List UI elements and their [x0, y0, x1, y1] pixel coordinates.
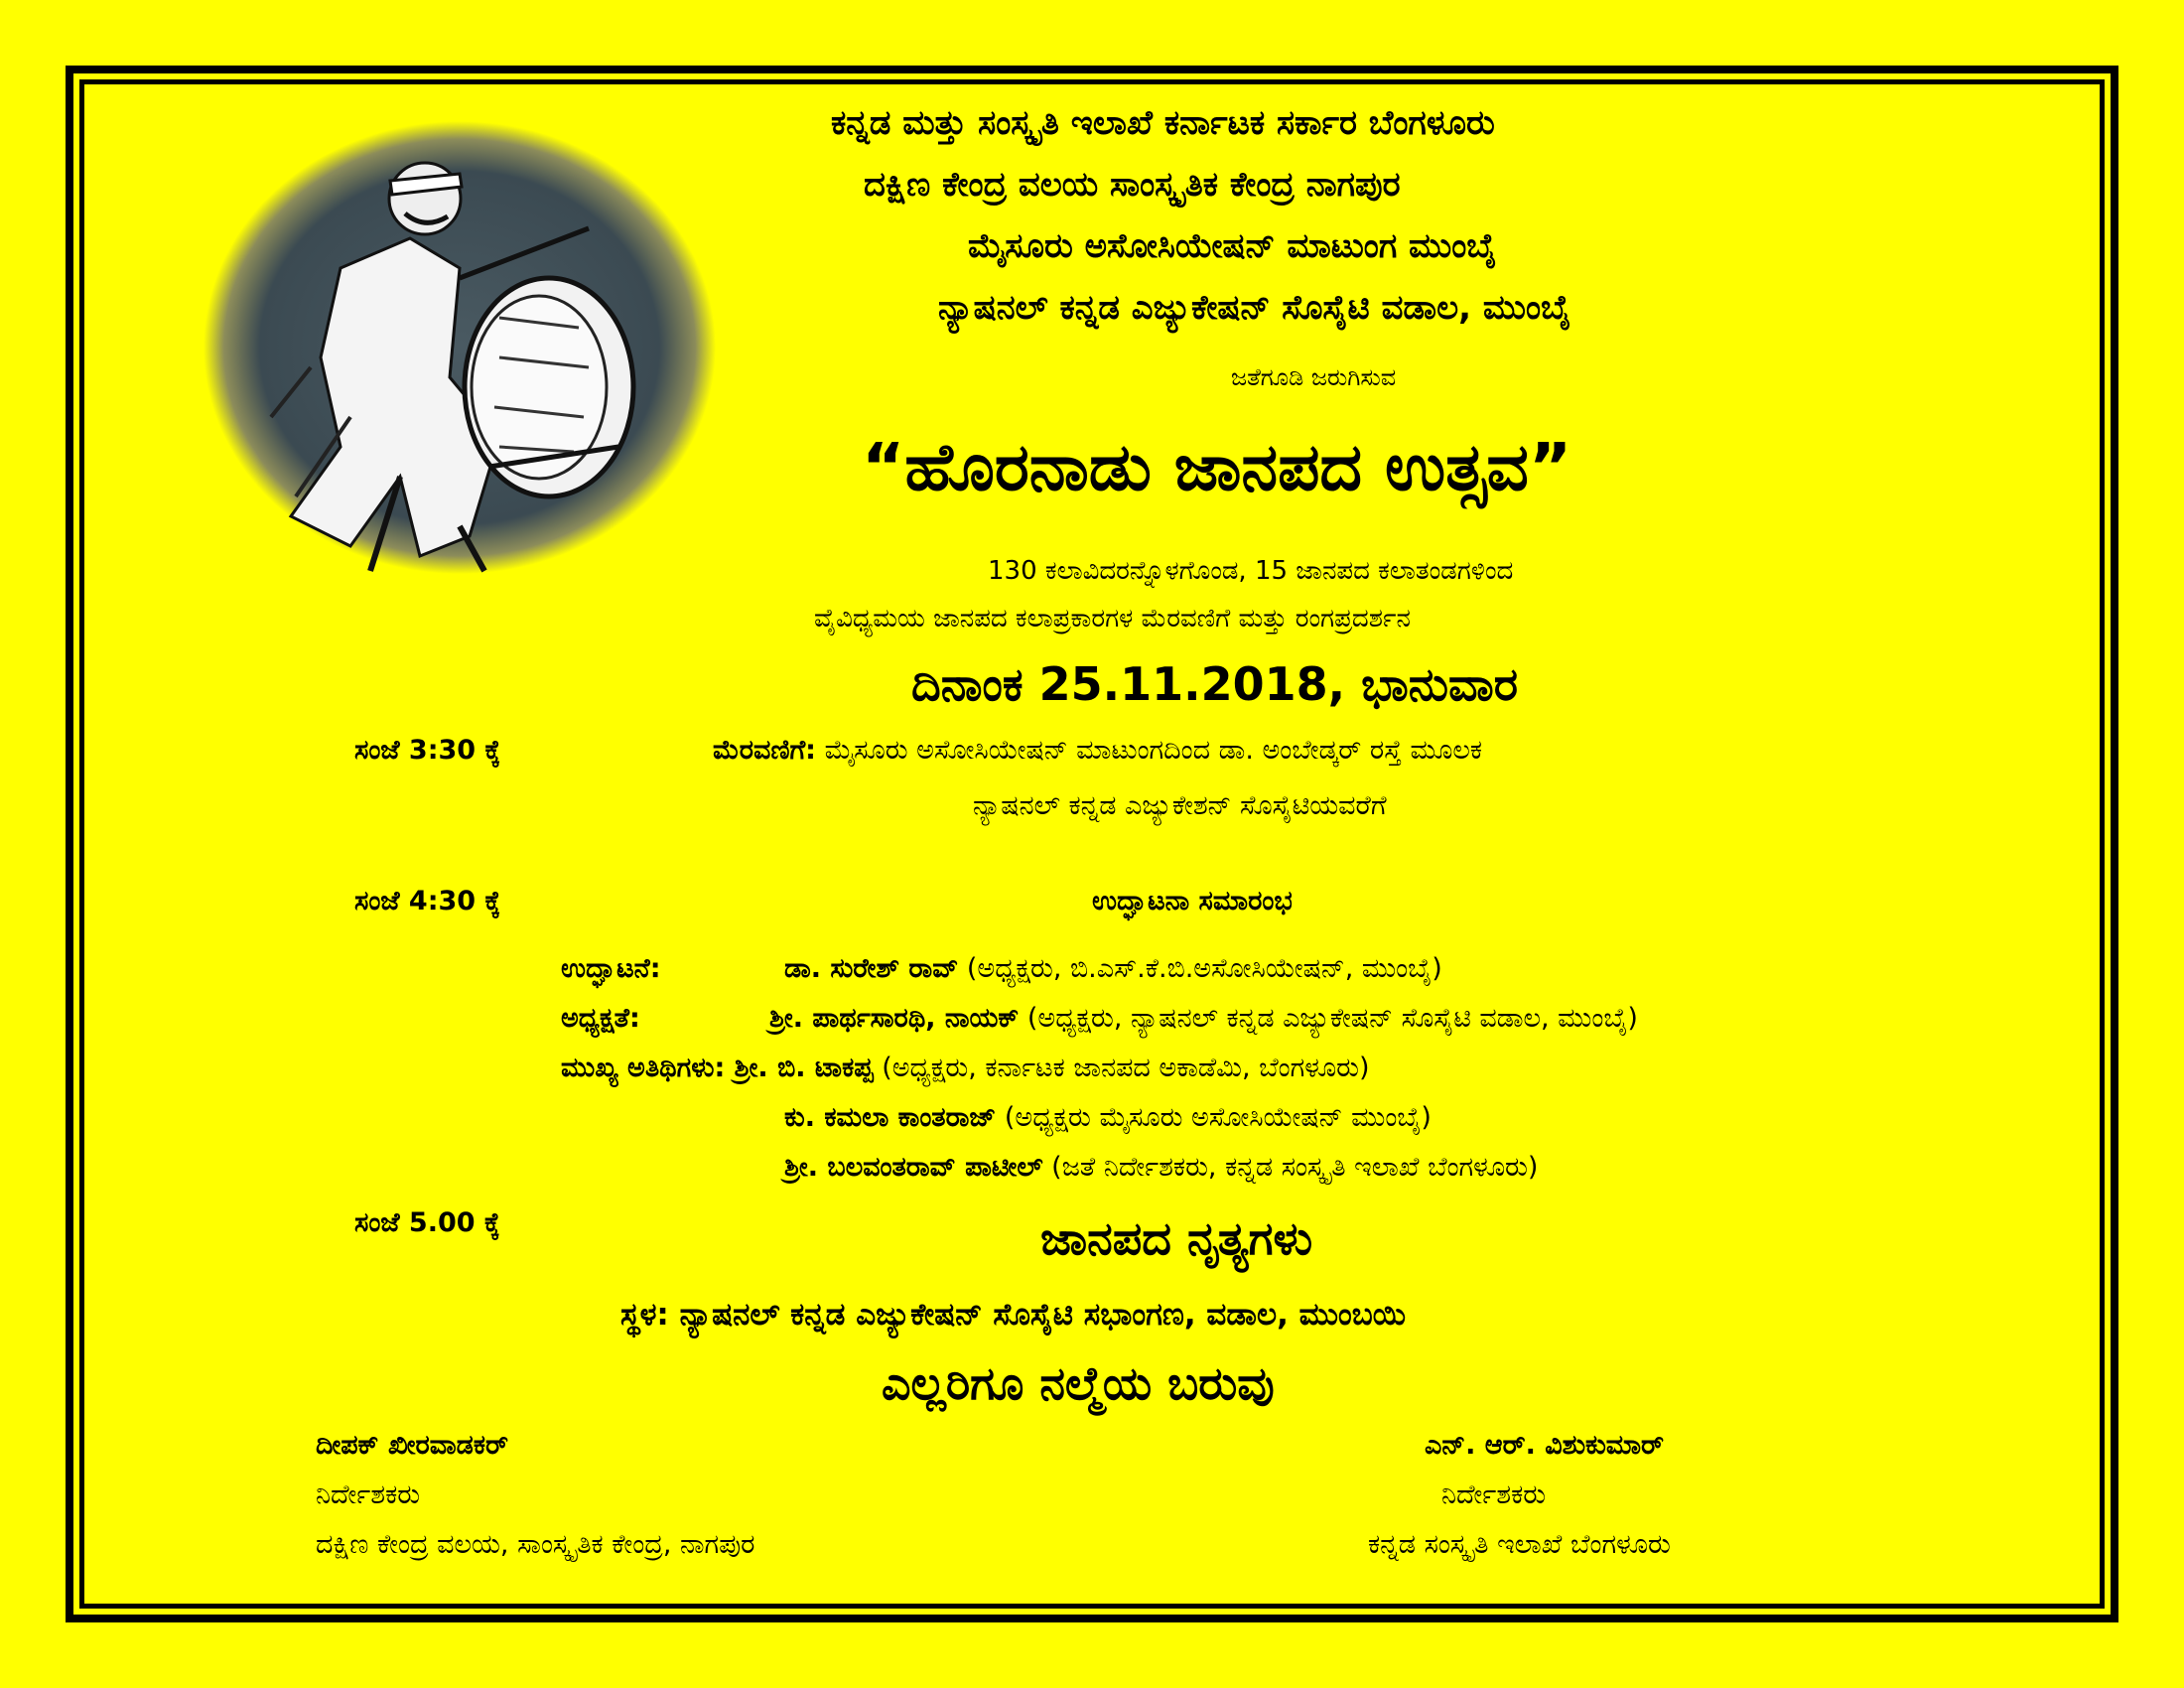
- president-name: ಶ್ರೀ. ಪಾರ್ಥಸಾರಥಿ, ನಾಯಕ್: [769, 1003, 1020, 1034]
- jointly-text: ಜತೆಗೂಡಿ ಜರುಗಿಸುವ: [1231, 363, 1397, 391]
- time-dances: ಸಂಜೆ 5.00 ಕ್ಕೆ: [354, 1207, 500, 1238]
- organizer-line-4: ನ್ಯಾಷನಲ್ ಕನ್ನಡ ಎಜ್ಯುಕೇಷನ್ ಸೊಸೈಟಿ ವಡಾಲ, ಮುಂಬೈ: [938, 288, 1571, 328]
- right-signatory-name: ಎನ್. ಆರ್. ವಿಶುಕುಮಾರ್: [1425, 1430, 1665, 1461]
- left-signatory-org: ದಕ್ಷಿಣ ಕೇಂದ್ರ ವಲಯ, ಸಾಂಸ್ಕೃತಿಕ ಕೇಂದ್ರ, ನಾಗಪುರ: [316, 1529, 755, 1560]
- right-signatory-title: ನಿರ್ದೇಶಕರು: [1441, 1479, 1547, 1510]
- president-row: [561, 1003, 640, 1035]
- folk-dances-heading: ಜಾನಪದ ನೃತ್ಯಗಳು: [1040, 1211, 1313, 1265]
- inaugurator-role: (ಅಧ್ಯಕ್ಷರು, ಬಿ.ಎಸ್.ಕೆ.ಬಿ.ಅಸೋಸಿಯೇಷನ್, ಮುಂಬೈ): [958, 953, 1442, 984]
- procession-route: ಮೈಸೂರು ಅಸೋಸಿಯೇಷನ್ ಮಾಟುಂಗದಿಂದ ಡಾ. ಅಂಬೇಡ್ಕರ್ ರಸ್ತೆ ಮೂಲಕ: [815, 735, 1483, 766]
- chief-guest-row-1: [561, 1053, 1370, 1084]
- organizer-line-1: ಕನ್ನಡ ಮತ್ತು ಸಂಸ್ಕೃತಿ ಇಲಾಖೆ ಕರ್ನಾಟಕ ಸರ್ಕಾರ ಬೆಂಗಳೂರು: [831, 103, 1495, 143]
- time-inauguration: ಸಂಜೆ 4:30 ಕ್ಕೆ: [354, 886, 501, 916]
- guest-3-role: (ಜತೆ ನಿರ್ದೇಶಕರು, ಕನ್ನಡ ಸಂಸ್ಕೃತಿ ಇಲಾಖೆ ಬೆಂಗಳೂರು): [1042, 1152, 1539, 1183]
- welcome-text: ಎಲ್ಲರಿಗೂ ನಲ್ಮೆಯ ಬರುವು: [882, 1356, 1275, 1410]
- organizer-line-3: ಮೈಸೂರು ಅಸೋಸಿಯೇಷನ್ ಮಾಟುಂಗ ಮುಂಬೈ: [968, 226, 1497, 266]
- president-detail: [769, 1003, 1638, 1035]
- president-label: ಅಧ್ಯಕ್ಷತೆ:: [561, 1003, 640, 1034]
- inaugurator-detail: [784, 953, 1442, 985]
- event-date: ದಿನಾಂಕ 25.11.2018, ಭಾನುವಾರ: [911, 657, 1519, 711]
- procession-line-1: [713, 735, 1482, 767]
- guest-1-role: (ಅಧ್ಯಕ್ಷರು, ಕರ್ನಾಟಕ ಜಾನಪದ ಅಕಾಡೆಮಿ, ಬೆಂಗಳೂರು): [873, 1053, 1370, 1083]
- guest-2-role: (ಅಧ್ಯಕ್ಷರು ಮೈಸೂರು ಅಸೋಸಿಯೇಷನ್ ಮುಂಬೈ): [996, 1102, 1432, 1133]
- venue-text: ಸ್ಥಳ: ನ್ಯಾಷನಲ್ ಕನ್ನಡ ಎಜ್ಯುಕೇಷನ್ ಸೊಸೈಟಿ ಸಭಾಂಗಣ, ವಡಾಲ, ಮುಂಬಯಿ: [620, 1297, 1407, 1333]
- inaugurator-label: ಉದ್ಘಾಟನೆ:: [561, 953, 661, 984]
- inaugurator-name: ಡಾ. ಸುರೇಶ್ ರಾವ್: [784, 953, 959, 984]
- festival-title: “ಹೊರನಾಡು ಜಾನಪದ ಉತ್ಸವ”: [862, 429, 1572, 505]
- guest-2-name: ಕು. ಕಮಲಾ ಕಾಂತರಾಜ್: [784, 1102, 997, 1133]
- chief-guest-row-2: [784, 1102, 1432, 1134]
- time-procession: ಸಂಜೆ 3:30 ಕ್ಕೆ: [354, 735, 501, 766]
- chief-guest-row-3: [784, 1152, 1538, 1184]
- procession-line-2: ನ್ಯಾಷನಲ್ ಕನ್ನಡ ಎಜ್ಯುಕೇಶನ್ ಸೊಸೈಟಿಯವರೆಗೆ: [973, 790, 1387, 821]
- right-signatory-org: ಕನ್ನಡ ಸಂಸ್ಕೃತಿ ಇಲಾಖೆ ಬೆಂಗಳೂರು: [1368, 1529, 1671, 1560]
- procession-label: ಮೆರವಣಿಗೆ:: [713, 735, 816, 766]
- inaugurator-row: [561, 953, 661, 985]
- description-line-2: ವೈವಿಧ್ಯಮಯ ಜಾನಪದ ಕಲಾಪ್ರಕಾರಗಳ ಮೆರವಣಿಗೆ ಮತ್ತು ರಂಗಪ್ರದರ್ಶನ: [814, 604, 1411, 633]
- guest-1-name: ಶ್ರೀ. ಬಿ. ಟಾಕಪ್ಪ: [725, 1053, 874, 1083]
- organizer-line-2: ದಕ್ಷಿಣ ಕೇಂದ್ರ ವಲಯ ಸಾಂಸ್ಕೃತಿಕ ಕೇಂದ್ರ ನಾಗಪುರ: [864, 165, 1401, 205]
- chief-guests-label: ಮುಖ್ಯ ಅತಿಥಿಗಳು:: [561, 1053, 726, 1083]
- guest-3-name: ಶ್ರೀ. ಬಲವಂತರಾವ್ ಪಾಟೀಲ್: [784, 1152, 1043, 1183]
- description-line-1: 130 ಕಲಾವಿದರನ್ನೊಳಗೊಂಡ, 15 ಜಾನಪದ ಕಲಾತಂಡಗಳಿಂದ: [988, 556, 1514, 586]
- left-signatory-name: ದೀಪಕ್ ಖೀರವಾಡಕರ್: [316, 1430, 509, 1461]
- folk-drummer-illustration: [202, 119, 718, 576]
- left-signatory-title: ನಿರ್ದೇಶಕರು: [316, 1479, 421, 1510]
- president-role: (ಅಧ್ಯಕ್ಷರು, ನ್ಯಾಷನಲ್ ಕನ್ನಡ ಎಜ್ಯುಕೇಷನ್ ಸೊಸೈಟಿ ವಡಾಲ, ಮುಂಬೈ): [1019, 1003, 1638, 1034]
- inauguration-title: ಉದ್ಘಾಟನಾ ಸಮಾರಂಭ: [1092, 886, 1293, 916]
